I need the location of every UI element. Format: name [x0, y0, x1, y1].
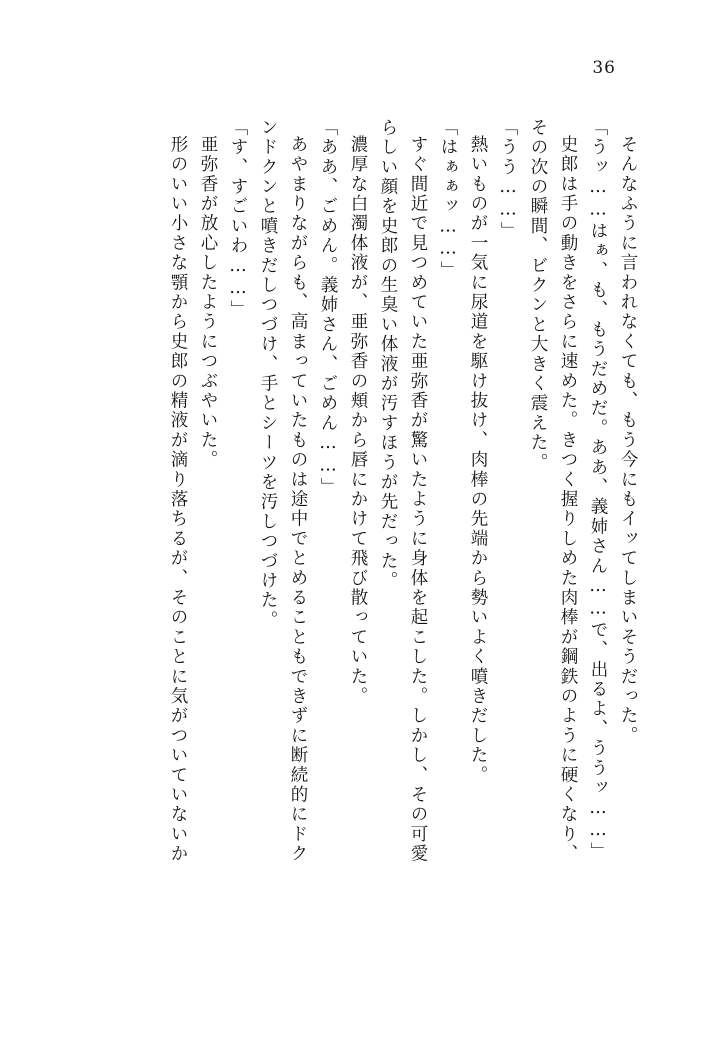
text-line: あやまりながらも、高まっていたものは途中でとめることもできずに断続的にドク	[288, 135, 308, 864]
text-line: 史郎は手の動きをさらに速めた。きつく握りしめた肉棒が鋼鉄のように硬くなり、	[558, 135, 578, 864]
text-line: 形のいい小さな顎から史郎の精液が滴り落ちるが、そのことに気がついていないか	[168, 135, 188, 864]
text-line: 「うッ……はぁ、も、もうだめだ。ああ、義姉さん……で、出るよ、ううッ……」	[588, 118, 608, 862]
page-number: 36	[592, 58, 616, 78]
text-line: そんなふうに言われなくても、もう今にもイッてしまいそうだった。	[618, 135, 638, 746]
text-line: ンドクンと噴きだしつづけ、手とシーツを汚しつづけた。	[258, 118, 278, 631]
text-line: らしい顔を史郎の生臭い体液が汚すほうが先だった。	[378, 118, 398, 591]
text-line: 「はぁぁッ……」	[438, 118, 458, 281]
text-line: すぐ間近で見つめていた亜弥香が驚いたように身体を起こした。しかし、その可愛	[408, 135, 428, 864]
text-line: 「ああ、ごめん。義姉さん、ごめん……」	[318, 118, 338, 498]
text-line: 亜弥香が放心したようにつぶやいた。	[198, 135, 218, 470]
text-line: 「うう……」	[498, 118, 518, 242]
text-line: 濃厚な白濁体液が、亜弥香の頬から唇にかけて飛び散っていた。	[348, 135, 368, 707]
text-line: その次の瞬間、ビクンと大きく震えた。	[528, 118, 548, 473]
text-line: 「す、すごいわ……」	[228, 118, 248, 320]
vertical-text-body	[78, 118, 636, 978]
text-line: 熱いものが一気に尿道を駆け抜け、肉棒の先端から勢いよく噴きだした。	[468, 135, 488, 786]
